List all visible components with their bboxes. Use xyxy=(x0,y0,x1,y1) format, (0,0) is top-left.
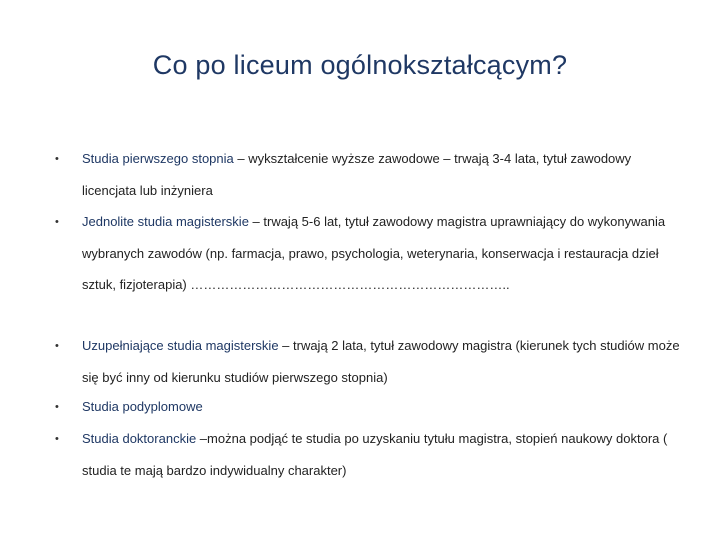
bullet-marker: • xyxy=(55,433,59,445)
list-item-lead: Studia podyplomowe xyxy=(82,399,203,414)
list-item-lead: Uzupełniające studia magisterskie xyxy=(82,338,279,353)
list-item-body: – trwają 2 lata, tytuł zawodowy magistra (kierunek tych studiów może się być inny od kierunku studiów pierwszego stopnia) xyxy=(82,338,680,385)
list-item-body: – trwają 5-6 lat, tytuł zawodowy magistra uprawniający do wykonywania wybranych zawodów (np. farmacja, prawo, psychologia, weterynaria, konserwacja i restauracja dzieł sztuk, fizjoterapia) ……………………………………………………………….. xyxy=(82,214,666,292)
list-item-text xyxy=(82,423,682,486)
bullet-marker: • xyxy=(55,401,59,413)
slide-title: Co po liceum ogólnokształcącym? xyxy=(152,50,568,80)
list-item-text xyxy=(82,330,682,393)
list-item-lead: Studia pierwszego stopnia xyxy=(82,151,234,166)
list-item-lead: Studia doktoranckie xyxy=(82,431,197,446)
bullet-marker: • xyxy=(55,153,59,165)
list-item-body: –można podjąć te studia po uzyskaniu tytułu magistra, stopień naukowy doktora ( studia te mają bardzo indywidualny charakter) xyxy=(82,431,668,478)
list-item-text xyxy=(82,391,682,423)
list-item-lead: Jednolite studia magisterskie xyxy=(82,214,249,229)
list-item-body: – wykształcenie wyższe zawodowe – trwają 3-4 lata, tytuł zawodowy licencjata lub inżyniera xyxy=(82,151,632,198)
bullet-marker: • xyxy=(55,216,59,228)
list-item-text xyxy=(82,143,682,206)
bullet-marker: • xyxy=(55,340,59,352)
list-item-text xyxy=(82,206,682,301)
